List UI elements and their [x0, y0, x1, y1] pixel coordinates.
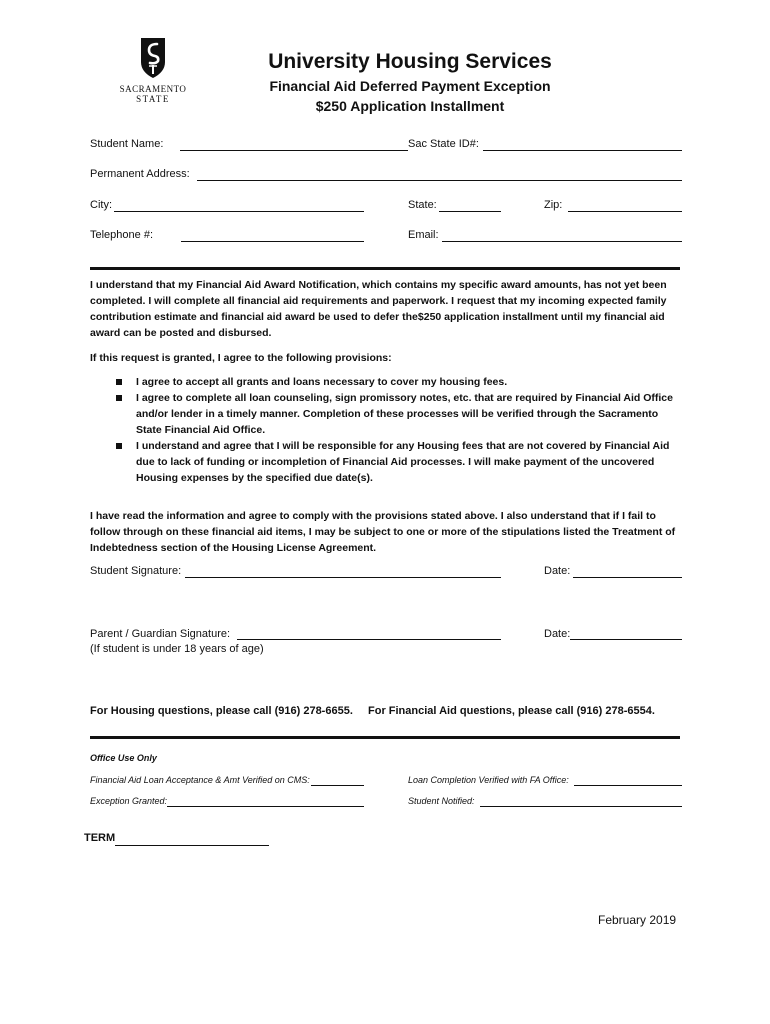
telephone-field[interactable] [181, 241, 364, 242]
fa-verified-label: Financial Aid Loan Acceptance & Amt Verified on CMS: [90, 775, 310, 785]
zip-field[interactable] [568, 211, 682, 212]
permanent-address-label: Permanent Address: [90, 168, 190, 180]
permanent-address-field[interactable] [197, 180, 682, 181]
student-signature-label: Student Signature: [90, 565, 182, 577]
student-name-label: Student Name: [90, 138, 164, 150]
bullet-square-icon [116, 395, 122, 401]
loan-completion-field[interactable] [574, 785, 682, 786]
footer-date: February 2019 [598, 913, 677, 927]
provision-text: I understand and agree that I will be responsible for any Housing fees that are not covered by Financial Aid due to lack of funding or incompletion of Financial Aid processes. I will make payment of the uncovered Housing expenses by the specified due date(s). [136, 440, 670, 484]
loan-completion-label: Loan Completion Verified with FA Office: [408, 775, 569, 785]
provisions-list [112, 374, 682, 486]
page-subtitle-2: $250 Application Installment [315, 98, 505, 114]
list-item [112, 390, 682, 438]
student-notified-field[interactable] [480, 806, 682, 807]
acknowledgement-paragraph: I understand that my Financial Aid Award Notification, which contains my specific award amounts, has not yet been completed. I will complete all financial aid requirements and paperwork. I request that my incoming expected family contribution estimate and financial aid award be used to defer the$250 application installment until my financial aid award can be posted and disbursed. [90, 279, 667, 339]
financial-aid-contact: For Financial Aid questions, please call (916) 278-6554. [368, 705, 655, 717]
office-use-heading: Office Use Only [90, 753, 157, 763]
zip-label: Zip: [544, 199, 563, 211]
housing-contact: For Housing questions, please call (916) 278-6655. [90, 705, 353, 717]
parent-note: (If student is under 18 years of age) [90, 643, 264, 655]
sacramento-state-logo [112, 36, 194, 106]
list-item [112, 374, 682, 390]
student-date-field[interactable] [573, 577, 682, 578]
page-title: University Housing Services [268, 50, 552, 73]
provision-text: I agree to accept all grants and loans necessary to cover my housing fees. [136, 376, 508, 388]
email-label: Email: [408, 229, 439, 241]
term-field[interactable] [115, 845, 269, 846]
bullet-square-icon [116, 379, 122, 385]
parent-date-field[interactable] [570, 639, 682, 640]
state-label: State: [408, 199, 437, 211]
email-field[interactable] [442, 241, 682, 242]
divider [90, 267, 680, 270]
agreement-paragraph: I have read the information and agree to comply with the provisions stated above. I also understand that if I fail to follow through on these financial aid items, I may be subject to one or more of the stipulations listed the Treatment of Indebtedness section of the Housing License Agreement. [90, 510, 676, 554]
city-field[interactable] [114, 211, 364, 212]
student-notified-label: Student Notified: [408, 796, 475, 806]
list-item [112, 438, 682, 486]
telephone-label: Telephone #: [90, 229, 153, 241]
parent-signature-field[interactable] [237, 639, 501, 640]
provision-text: I agree to complete all loan counseling, sign promissory notes, etc. that are required by Financial Aid Office and/or lender in a timely manner. Completion of these processes will be verified through the Sacramento State Financial Aid Office. [136, 392, 673, 436]
student-signature-field[interactable] [185, 577, 501, 578]
logo-text-line2: STATE [136, 94, 170, 104]
exception-granted-field[interactable] [167, 806, 364, 807]
sac-state-id-label: Sac State ID#: [408, 138, 479, 150]
term-label: TERM [84, 832, 116, 844]
sac-state-id-field[interactable] [483, 150, 682, 151]
page-subtitle: Financial Aid Deferred Payment Exception [269, 78, 551, 94]
fa-verified-field[interactable] [311, 785, 364, 786]
provisions-intro: If this request is granted, I agree to the following provisions: [90, 352, 392, 364]
state-field[interactable] [439, 211, 501, 212]
parent-signature-label: Parent / Guardian Signature: [90, 628, 231, 640]
divider [90, 736, 680, 739]
exception-granted-label: Exception Granted: [90, 796, 168, 806]
hornet-torch-icon [137, 36, 169, 80]
city-label: City: [90, 199, 112, 211]
date-label: Date: [544, 565, 571, 577]
date-label: Date: [544, 628, 571, 640]
student-name-field[interactable] [180, 150, 408, 151]
bullet-square-icon [116, 443, 122, 449]
logo-text-line1: SACRAMENTO [119, 84, 187, 94]
